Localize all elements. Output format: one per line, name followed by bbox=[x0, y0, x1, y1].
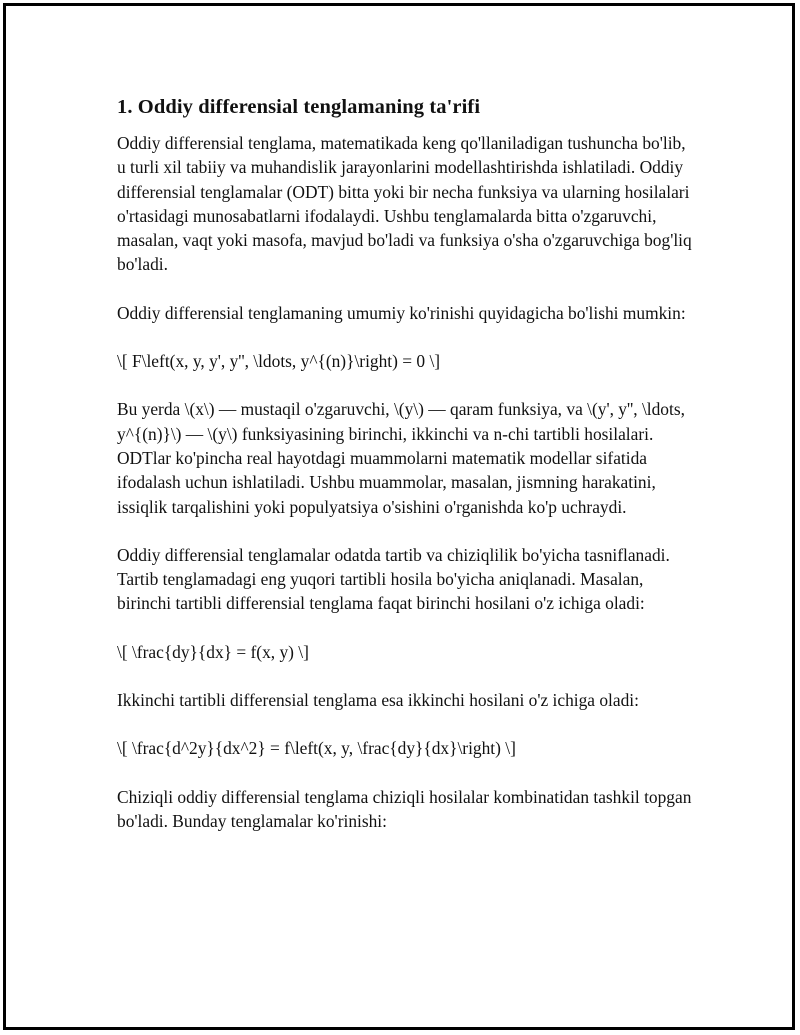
paragraph-definition: Oddiy differensial tenglama, matematikada keng qo'llaniladigan tushuncha bo'lib, u turli xil tabiiy va muhandislik jarayonlarini modellashtirishda ishlatiladi. Oddiy differensial tenglamalar (ODT) bitta yoki bir necha funksiya va ularning hosilalari o'rtasidagi munosabatlarni ifodalaydi. Ushbu tenglamalarda bitta o'zgaruvchi, masalan, vaqt yoki masofa, mavjud bo'ladi va funksiya o'sha o'zgaruvchiga bog'liq bo'ladi. bbox=[117, 133, 692, 275]
formula-first-order: \[ \frac{dy}{dx} = f(x, y) \] bbox=[117, 641, 309, 662]
paragraph-variables-explanation: Bu yerda \(x\) — mustaqil o'zgaruvchi, \(y\) — qaram funksiya, va \(y', y'', \ldots, y^{(n)}\) — \(y\) funksiyasining birinchi, ikkinchi va n-chi tartibli hosilalari. ODTlar ko'pincha real hayotdagi muammolarni matematik modellar sifatida ifodalash uchun ishlatiladi. Ushbu muammolar, masalan, jismning harakatini, issiqlik tarqalishini yoki populyatsiya o'sishini o'rganishda ko'p uchraydi. bbox=[117, 399, 685, 517]
paragraph-general-form-intro: Oddiy differensial tenglamaning umumiy ko'rinishi quyidagicha bo'lishi mumkin: bbox=[117, 302, 686, 323]
paragraph-classification: Oddiy differensial tenglamalar odatda tartib va chiziqlilik bo'yicha tasniflanadi. Tartib tenglamadagi eng yuqori tartibli hosila bo'yicha aniqlanadi. Masalan, birinchi tartibli differensial tenglama faqat birinchi hosilani o'z ichiga oladi: bbox=[117, 544, 670, 614]
formula-general-form: \[ F\left(x, y, y', y'', \ldots, y^{(n)}\right) = 0 \] bbox=[117, 351, 441, 372]
section-heading: 1. Oddiy differensial tenglamaning ta'rifi bbox=[117, 96, 481, 118]
paragraph-linear-intro: Chiziqli oddiy differensial tenglama chiziqli hosilalar kombinatidan tashkil topgan bo'ladi. Bunday tenglamalar ko'rinishi: bbox=[117, 786, 692, 831]
formula-second-order: \[ \frac{d^2y}{dx^2} = f\left(x, y, \frac{dy}{dx}\right) \] bbox=[117, 738, 516, 759]
document-body bbox=[117, 94, 692, 857]
paragraph-second-order-intro: Ikkinchi tartibli differensial tenglama esa ikkinchi hosilani o'z ichiga oladi: bbox=[117, 690, 639, 711]
